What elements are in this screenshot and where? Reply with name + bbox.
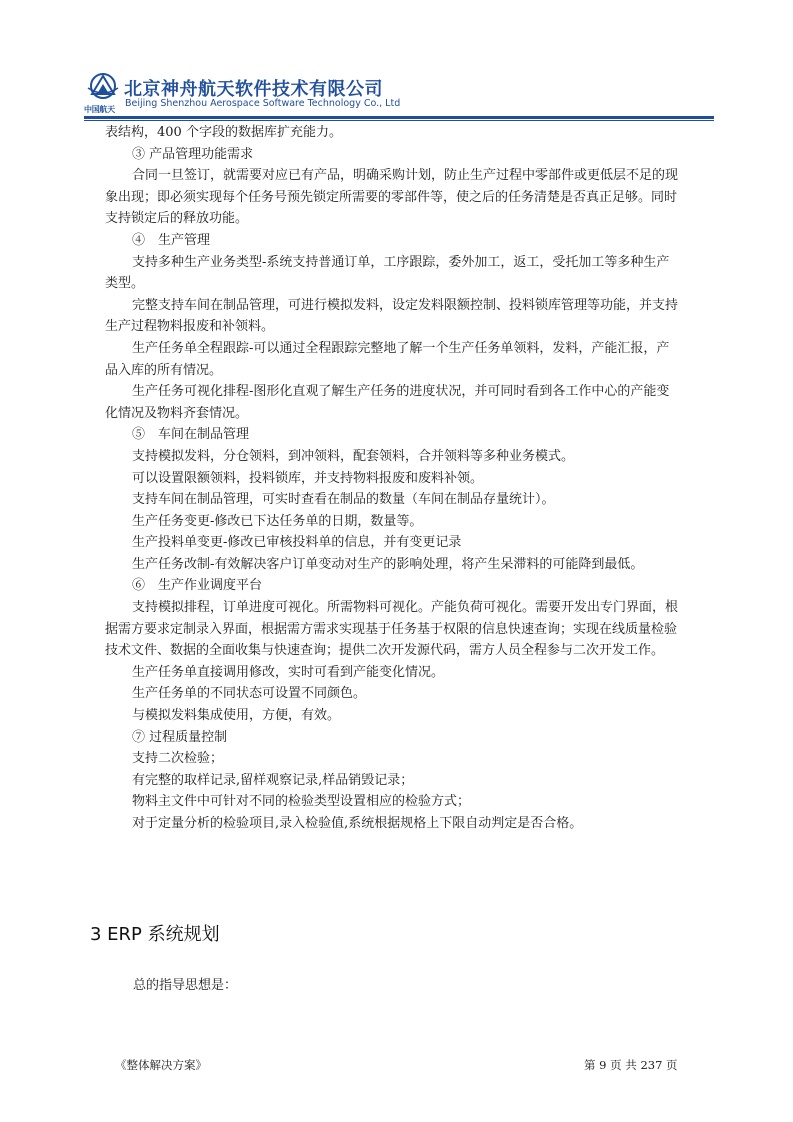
- footer-page-number: 第 9 页 共 237 页: [584, 1058, 678, 1072]
- text-line: 据需方要求定制录入界面，根据需方需求实现基于任务基于权限的信息快速查询；实现在线质量检验: [105, 621, 678, 637]
- subheading: ⑥ 生产作业调度平台: [132, 578, 263, 594]
- section-intro: 总的指导思想是：: [133, 978, 238, 993]
- subheading: ④ 生产管理: [132, 232, 211, 248]
- text-line: 表结构，400 个字段的数据库扩充能力。: [105, 125, 342, 140]
- text-line: 支持多种生产业务类型-系统支持普通订单，工序跟踪，委外加工，返工，受托加工等多种生产: [132, 254, 670, 270]
- text-line: 支持二次检验；: [132, 751, 224, 767]
- text-line: 生产任务可视化排程-图形化直观了解生产任务的进度状况，并可同时看到各工作中心的产能变: [132, 384, 670, 400]
- text-line: 支持锁定后的释放功能。: [105, 211, 249, 227]
- text-line: 生产投料单变更-修改已审核投料单的信息，并有变更记录: [132, 535, 462, 551]
- page-header: [84, 72, 714, 118]
- text-line: 类型。: [105, 276, 145, 292]
- document-body: [105, 122, 717, 835]
- text-line: 生产任务单直接调用修改，实时可看到产能变化情况。: [132, 664, 445, 680]
- logo-caption: 中国航天: [84, 105, 115, 114]
- text-line: 与模拟发料集成使用，方便，有效。: [132, 708, 341, 724]
- text-line: 物料主文件中可针对不同的检验类型设置相应的检验方式；: [132, 794, 471, 810]
- text-line: 可以设置限额领料，投料锁库，并支持物料报废和废料补领。: [132, 470, 484, 486]
- header-rule-thin: [84, 120, 714, 121]
- text-line: 象出现；即必须实现每个任务号预先锁定所需要的零部件等，使之后的任务清楚是否真正足够。同时: [105, 189, 678, 205]
- text-line: 生产任务单的不同状态可设置不同颜色。: [132, 686, 367, 702]
- subheading: ⑤ 车间在制品管理: [132, 427, 250, 443]
- text-line: 完整支持车间在制品管理，可进行模拟发料，设定发料限额控制、投料锁库管理等功能，并支持: [132, 297, 679, 313]
- text-line: 品入库的所有情况。: [105, 362, 223, 378]
- text-line: 支持模拟发料，分仓领料，到冲领料，配套领料，合并领料等多种业务模式。: [132, 448, 575, 464]
- text-line: 合同一旦签订，就需要对应已有产品，明确采购计划，防止生产过程中零部件或更低层不足的现: [132, 168, 679, 184]
- text-line: 对于定量分析的检验项目,录入检验值,系统根据规格上下限自动判定是否合格。: [132, 816, 583, 831]
- text-line: 支持车间在制品管理，可实时查看在制品的数量（车间在制品存量统计）。: [132, 492, 555, 508]
- text-line: 生产任务改制-有效解决客户订单变动对生产的影响处理，将产生呆滞料的可能降到最低。: [132, 556, 644, 572]
- text-line: 支持模拟排程，订单进度可视化。所需物料可视化。产能负荷可视化。需要开发出专门界面，根: [132, 600, 679, 616]
- header-rule: [84, 116, 714, 119]
- text-line: 生产过程物料报废和补领料。: [105, 319, 275, 335]
- text-line: 生产任务变更-修改已下达任务单的日期，数量等。: [132, 513, 423, 529]
- company-name-en: Beijing Shenzhou Aerospace Software Technology Co., Ltd: [125, 98, 401, 109]
- company-name-cn: 北京神舟航天软件技术有限公司: [124, 79, 383, 100]
- text-line: 技术文件、数据的全面收集与快速查询；提供二次开发源代码，需方人员全程参与二次开发工作。: [105, 643, 665, 659]
- subheading: ⑦ 过程质量控制: [132, 729, 228, 745]
- text-line: 化情况及物料齐套情况。: [105, 405, 249, 421]
- section-heading: 3 ERP 系统规划: [90, 924, 220, 945]
- subheading: ③ 产品管理功能需求: [132, 146, 254, 162]
- text-line: 生产任务单全程跟踪-可以通过全程跟踪完整地了解一个生产任务单领料，发料，产能汇报，产: [132, 340, 670, 356]
- text-line: 有完整的取样记录,留样观察记录,样品销毁记录；: [132, 772, 414, 788]
- footer-document-name: 《整体解决方案》: [115, 1058, 207, 1072]
